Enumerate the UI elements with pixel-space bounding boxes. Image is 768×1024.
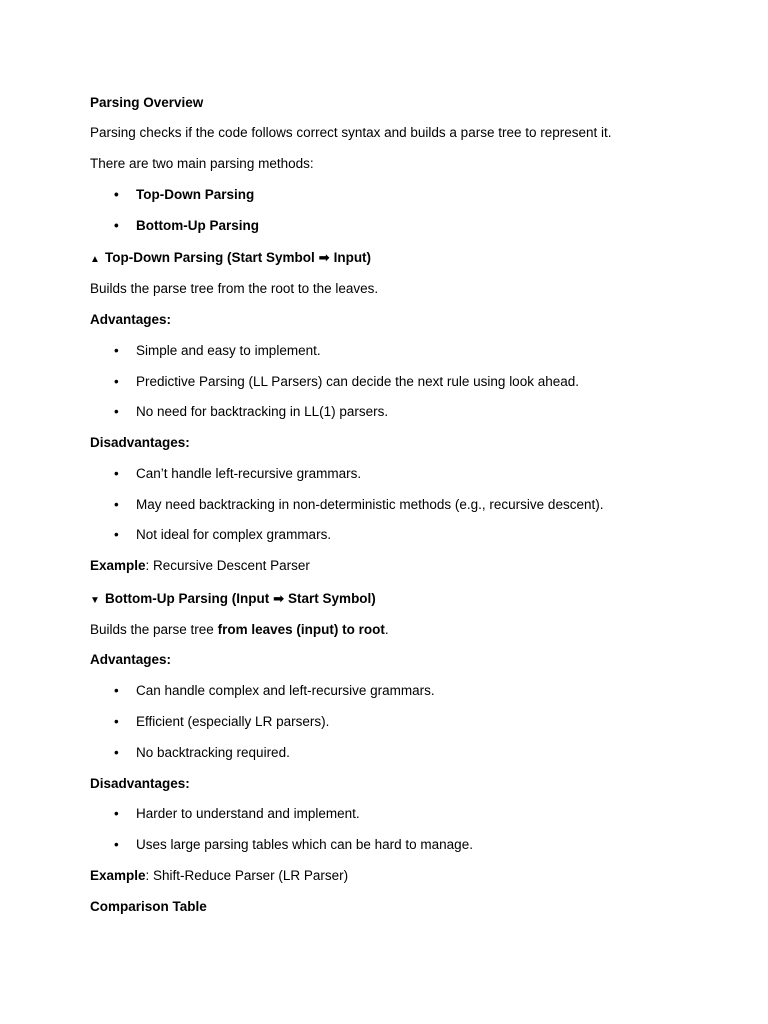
bullet-icon: • (114, 714, 119, 729)
list-item-text: Bottom-Up Parsing (136, 218, 259, 233)
bullet-icon: • (114, 527, 119, 542)
list-item (114, 526, 331, 544)
list-item (114, 186, 254, 204)
top-down-heading-text: Top-Down Parsing (Start Symbol ➡ Input) (105, 250, 372, 265)
triangle-up-icon: ▲ (90, 254, 100, 265)
list-item-text: Not ideal for complex grammars. (136, 527, 332, 542)
bullet-icon: • (114, 837, 119, 852)
bullet-icon: • (114, 187, 119, 202)
example-value: : Shift-Reduce Parser (LR Parser) (145, 868, 349, 883)
list-item (114, 496, 603, 514)
list-item-text: Simple and easy to implement. (136, 343, 321, 358)
example-label: Example (90, 868, 146, 883)
desc-prefix: Builds the parse tree (90, 622, 218, 637)
bottom-up-disadvantages-label: Disadvantages: (90, 776, 190, 791)
top-down-description: Builds the parse tree from the root to the leaves. (90, 281, 379, 296)
desc-suffix: . (384, 622, 389, 637)
triangle-down-icon: ▼ (90, 595, 100, 606)
bottom-up-example (90, 867, 348, 885)
list-item-text: Harder to understand and implement. (136, 806, 360, 821)
bullet-icon: • (114, 497, 119, 512)
example-value: : Recursive Descent Parser (145, 558, 310, 573)
list-item-text: Efficient (especially LR parsers). (136, 714, 330, 729)
bottom-up-heading-text: Bottom-Up Parsing (Input ➡ Start Symbol) (105, 591, 376, 606)
desc-bold: from leaves (input) to root (217, 622, 385, 637)
list-item-text: No backtracking required. (136, 745, 290, 760)
list-item (114, 836, 473, 854)
bottom-up-description (90, 621, 389, 639)
doc-title: Parsing Overview (90, 95, 204, 110)
bottom-up-advantages-label: Advantages: (90, 652, 172, 667)
top-down-heading (90, 249, 371, 269)
bullet-icon: • (114, 745, 119, 760)
list-item (114, 217, 259, 235)
list-item (114, 373, 579, 391)
list-item (114, 682, 435, 700)
bullet-icon: • (114, 806, 119, 821)
bullet-icon: • (114, 374, 119, 389)
list-item-text: Uses large parsing tables which can be hard to manage. (136, 837, 473, 852)
list-item (114, 805, 360, 823)
comparison-table-heading: Comparison Table (90, 899, 207, 914)
list-item-text: Can’t handle left-recursive grammars. (136, 466, 362, 481)
bullet-icon: • (114, 343, 119, 358)
bullet-icon: • (114, 466, 119, 481)
list-item-text: May need backtracking in non-deterministic methods (e.g., recursive descent). (136, 497, 604, 512)
bullet-icon: • (114, 404, 119, 419)
top-down-advantages-label: Advantages: (90, 312, 172, 327)
list-item (114, 403, 388, 421)
list-item-text: Predictive Parsing (LL Parsers) can decide the next rule using look ahead. (136, 374, 579, 389)
list-item (114, 342, 321, 360)
methods-intro: There are two main parsing methods: (90, 156, 314, 171)
list-item-text: Top-Down Parsing (136, 187, 255, 202)
list-item (114, 465, 361, 483)
intro-paragraph: Parsing checks if the code follows correct syntax and builds a parse tree to represent it. (90, 125, 612, 140)
list-item-text: Can handle complex and left-recursive grammars. (136, 683, 435, 698)
list-item-text: No need for backtracking in LL(1) parsers. (136, 404, 389, 419)
bottom-up-heading (90, 590, 376, 610)
bullet-icon: • (114, 218, 119, 233)
top-down-disadvantages-label: Disadvantages: (90, 435, 190, 450)
top-down-example (90, 557, 310, 575)
list-item (114, 744, 290, 762)
example-label: Example (90, 558, 146, 573)
list-item (114, 713, 329, 731)
bullet-icon: • (114, 683, 119, 698)
